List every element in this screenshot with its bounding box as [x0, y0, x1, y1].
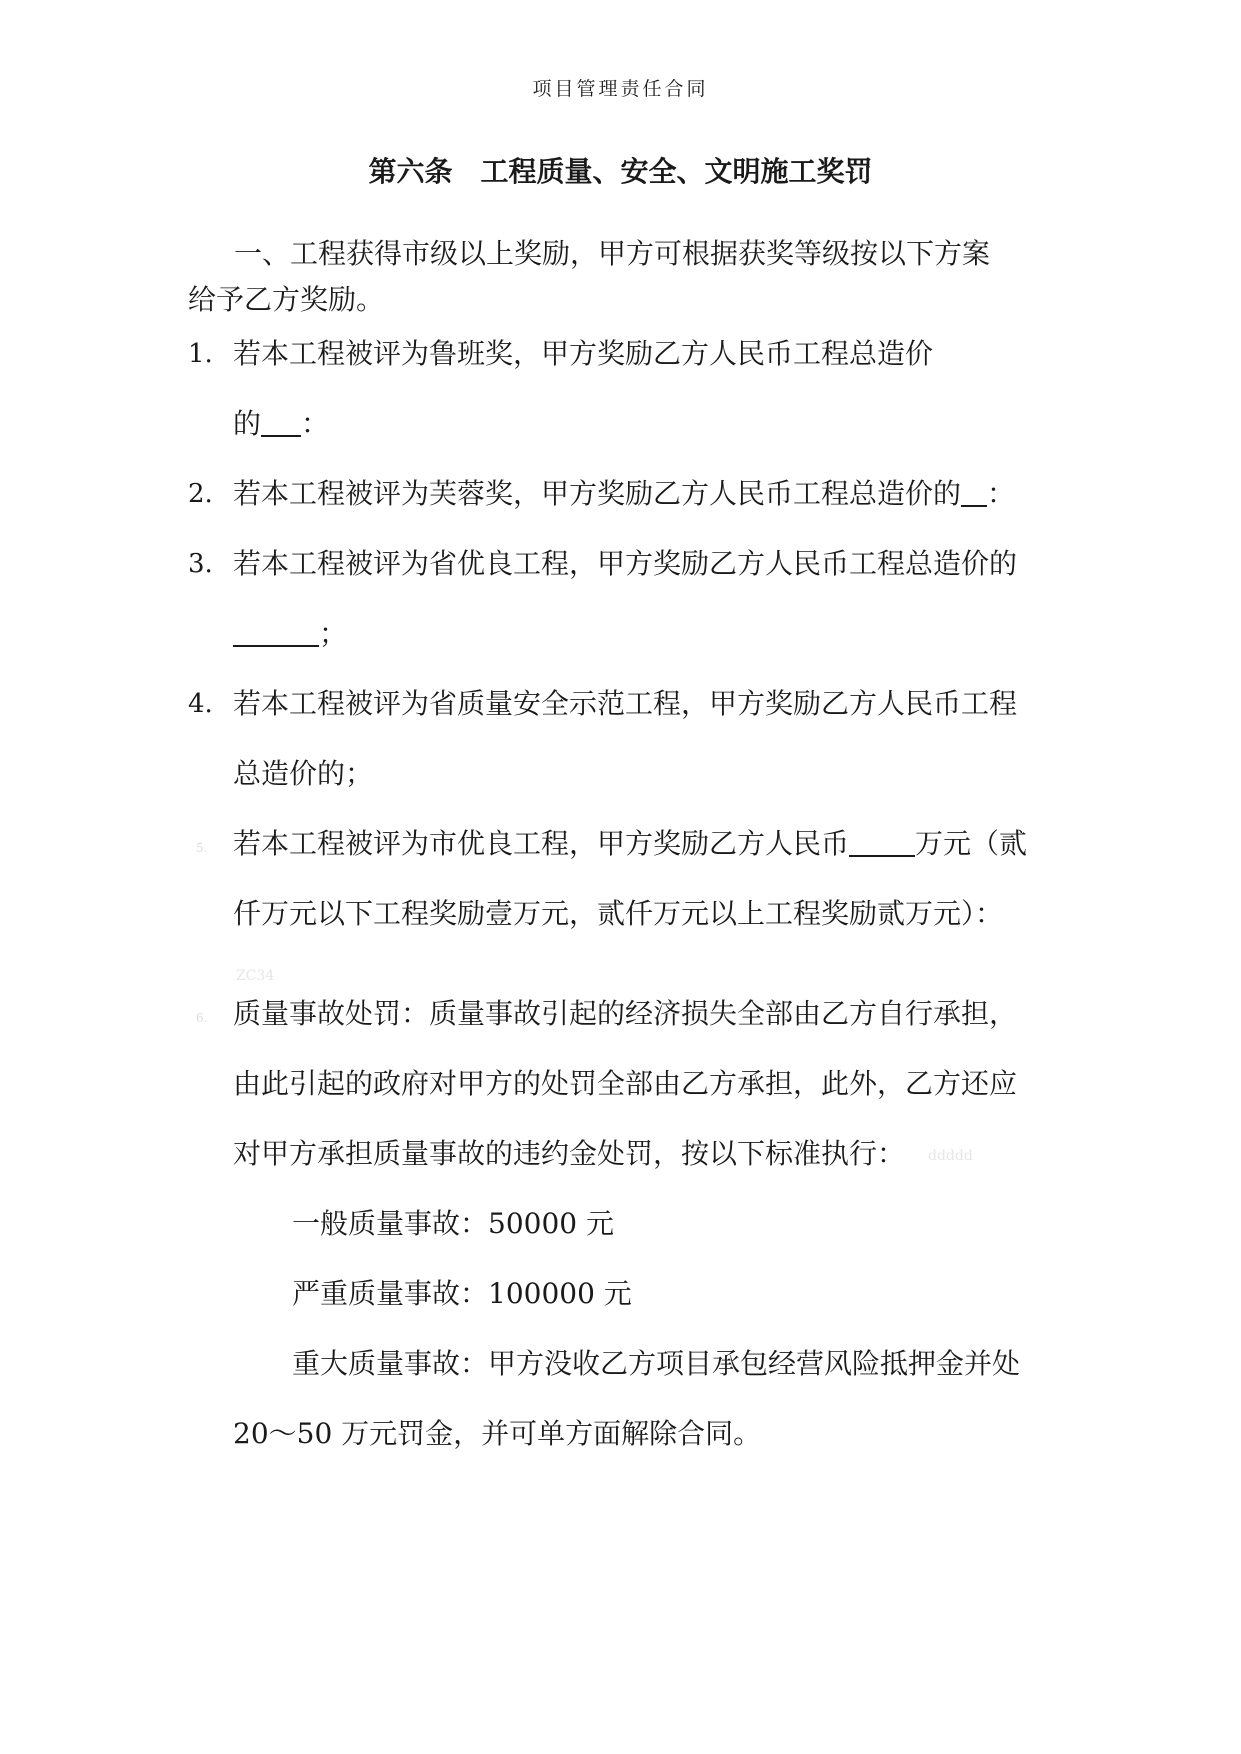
item-1-line-1: 若本工程被评为鲁班奖，甲方奖励乙方人民币工程总造价 — [233, 337, 934, 370]
item-5-line-1 — [233, 826, 1027, 862]
article-heading — [0, 150, 1241, 190]
penalty-serious: 严重质量事故：100000 元 — [292, 1277, 632, 1310]
item-5-number: 5. — [196, 841, 208, 855]
item-2-line-1 — [233, 476, 1015, 512]
item-2-suffix: ： — [987, 477, 1016, 510]
item-6-line-1: 质量事故处罚：质量事故引起的经济损失全部由乙方自行承担， — [233, 997, 1018, 1030]
item-5-line-2: 仟万元以下工程奖励壹万元，贰仟万元以上工程奖励贰万元）： — [233, 897, 1004, 930]
running-header: 项目管理责任合同 — [532, 78, 709, 100]
item-6-number: 6. — [196, 1011, 208, 1025]
item-2-blank — [961, 479, 987, 507]
item-1-line-2 — [233, 406, 329, 442]
item-6-line-3: 对甲方承担质量事故的违约金处罚，按以下标准执行： — [233, 1137, 906, 1170]
item-5-text: 若本工程被评为市优良工程，甲方奖励乙方人民币 — [233, 827, 850, 860]
penalty-major-line-2: 20～50 万元罚金，并可单方面解除合同。 — [233, 1417, 762, 1450]
item-1-suffix: ： — [301, 407, 330, 440]
item-5-blank — [849, 829, 915, 857]
item-4-number: 4. — [188, 689, 213, 719]
item-4-line-1: 若本工程被评为省质量安全示范工程，甲方奖励乙方人民币工程 — [233, 687, 1018, 720]
item-4-line-2: 总造价的； — [233, 757, 374, 790]
faint-mark-b: ddddd — [928, 1148, 973, 1164]
intro-line-2: 给予乙方奖励。 — [188, 283, 385, 316]
item-3-number: 3. — [188, 549, 213, 579]
item-6-line-2: 由此引起的政府对甲方的处罚全部由乙方承担，此外，乙方还应 — [233, 1067, 1018, 1100]
article-title: 工程质量、安全、文明施工奖罚 — [480, 155, 873, 188]
item-3-blank — [233, 619, 319, 647]
item-1-blank — [261, 409, 301, 437]
item-1-prefix: 的 — [233, 407, 262, 440]
intro-line-1: 一、工程获得市级以上奖励，甲方可根据获奖等级按以下方案 — [234, 237, 991, 270]
article-number: 第六条 — [368, 155, 453, 188]
item-5-suffix: 万元（贰 — [915, 827, 1028, 860]
item-2-number: 2. — [188, 479, 213, 509]
item-3-suffix: ； — [319, 617, 348, 650]
item-3-line-1: 若本工程被评为省优良工程，甲方奖励乙方人民币工程总造价的 — [233, 547, 1018, 580]
item-3-line-2 — [233, 616, 347, 652]
item-2-text: 若本工程被评为芙蓉奖，甲方奖励乙方人民币工程总造价的 — [233, 477, 962, 510]
penalty-general: 一般质量事故：50000 元 — [292, 1207, 614, 1240]
item-1-number: 1. — [188, 339, 213, 369]
faint-mark-a: ZC34 — [236, 968, 275, 984]
penalty-major-line-1: 重大质量事故：甲方没收乙方项目承包经营风险抵押金并处 — [292, 1347, 1021, 1380]
